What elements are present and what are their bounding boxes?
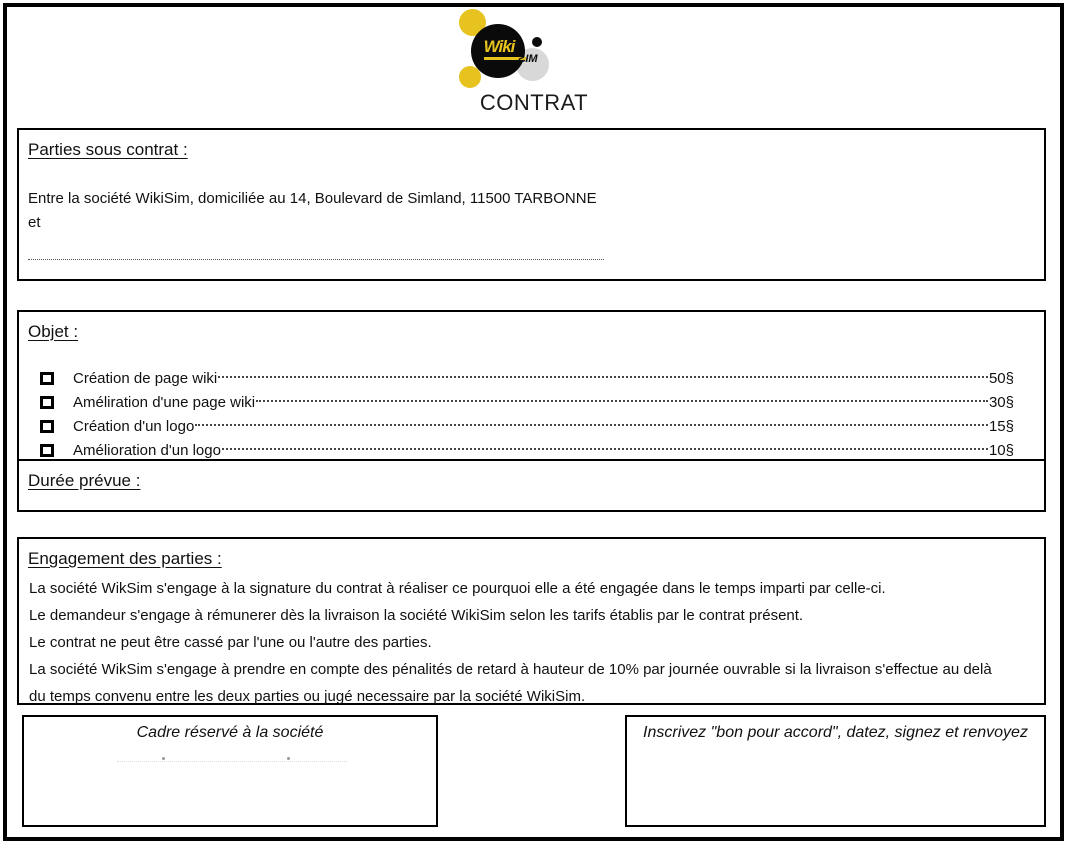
objet-item-row [40,366,1014,390]
checkbox[interactable] [40,372,54,385]
objet-item-price: 30§ [988,393,1014,411]
faint-fill-line [117,755,347,762]
company-reserved-box[interactable] [22,715,438,827]
engagement-line: Le demandeur s'engage à rémunerer dès la livraison la société WikiSim selon les tarifs établis par le contrat présent. [29,607,804,624]
objet-item-list [19,366,1044,462]
logo-black-dot-icon [532,37,542,47]
objet-item-label: Amélioration d'un logo [73,441,221,459]
faint-speck [162,757,165,760]
parties-company-line: Entre la société WikiSim, domiciliée au 14, Boulevard de Simland, 11500 TARBONNE [28,190,597,207]
objet-item-row [40,438,1014,462]
dotted-leader [218,375,988,378]
objet-item-price: 50§ [988,369,1014,387]
parties-heading: Parties sous contrat : [28,140,188,159]
section-duree [17,461,1046,512]
party-name-fill-line[interactable] [28,247,604,260]
signature-box[interactable] [625,715,1046,827]
objet-item-row [40,414,1014,438]
engagement-line: La société WikSim s'engage à prendre en compte des pénalités de retard à hauteur de 10% par journée ouvrable si la livraison s'effectue au delà [29,661,992,678]
engagement-heading: Engagement des parties : [28,549,222,568]
engagement-line: Le contrat ne peut être cassé par l'une ou l'autre des parties. [29,634,432,651]
objet-item-price: 15§ [988,417,1014,435]
logo-wiki-text: Wiki [483,37,515,56]
dotted-leader [256,399,988,402]
company-reserved-title: Cadre réservé à la société [136,724,324,741]
objet-item-price: 10§ [988,441,1014,459]
signature-instructions: Inscrivez "bon pour accord", datez, signez et renvoyez [643,724,1028,741]
engagement-line: du temps convenu entre les deux parties ou jugé necessaire par la société WikiSim. [29,688,586,705]
objet-item-label: Création d'un logo [73,417,195,435]
document-title: CONTRAT [479,90,589,115]
checkbox[interactable] [40,396,54,409]
parties-et-line: et [28,214,41,231]
wikisim-logo [450,6,580,90]
checkbox[interactable] [40,420,54,433]
objet-heading: Objet : [28,322,79,341]
section-engagement [17,537,1046,705]
engagement-text [29,575,1036,710]
section-objet [17,310,1046,461]
objet-item-label: Création de page wiki [73,369,218,387]
faint-speck [287,757,290,760]
dotted-leader [195,423,988,426]
section-parties [17,128,1046,281]
objet-item-label: Améliration d'une page wiki [73,393,256,411]
dotted-leader [222,447,988,450]
objet-item-row [40,390,1014,414]
logo-sim-text: SIM [518,53,538,65]
engagement-line: La société WikSim s'engage à la signature du contrat à réaliser ce pourquoi elle a été engagée dans le temps imparti par celle-ci. [29,580,886,597]
checkbox[interactable] [40,444,54,457]
duree-heading: Durée prévue : [28,471,141,490]
